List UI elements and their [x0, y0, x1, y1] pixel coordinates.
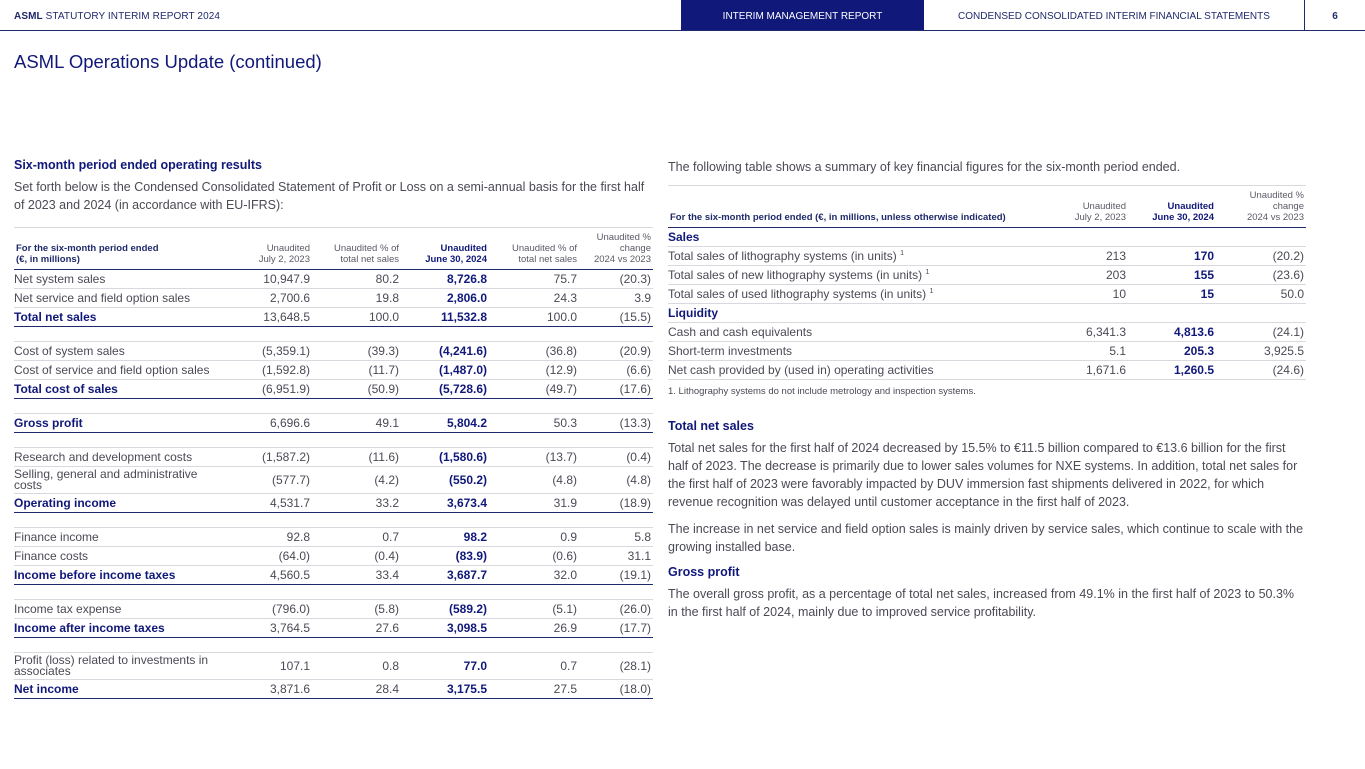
pct-2023: 28.4	[312, 680, 401, 699]
footnote-marker: 1	[929, 288, 934, 295]
change-pct: (19.1)	[579, 566, 653, 585]
report-name: STATUTORY INTERIM REPORT 2024	[45, 11, 221, 22]
row-label: Operating income	[14, 494, 214, 513]
table-row	[14, 289, 653, 308]
value-2023: 5.1	[1038, 342, 1128, 361]
row-label: Income tax expense	[14, 600, 214, 619]
value-2024: 8,726.8	[401, 270, 489, 289]
change-pct: (6.6)	[579, 361, 653, 380]
value-2024: 170	[1128, 247, 1216, 266]
pct-2024: 0.7	[489, 653, 579, 680]
table-row	[14, 380, 653, 399]
table-row	[14, 361, 653, 380]
table-row	[668, 323, 1306, 342]
value-2023: (796.0)	[214, 600, 312, 619]
pct-2023: (11.7)	[312, 361, 401, 380]
table-row	[14, 680, 653, 699]
right-column	[668, 158, 1306, 630]
value-2024: 3,687.7	[401, 566, 489, 585]
gross-profit-paragraph: The overall gross profit, as a percentage of total net sales, increased from 49.1% in the first half of 2023 to 50.3% in the first half of 2024, mainly due to improved service profitability.	[668, 587, 1295, 619]
value-2023: 213	[1038, 247, 1128, 266]
row-label: Income after income taxes	[14, 619, 214, 638]
value-2023: 6,341.3	[1038, 323, 1128, 342]
tab-interim-management-report[interactable]: INTERIM MANAGEMENT REPORT	[681, 0, 924, 30]
change-pct: (17.6)	[579, 380, 653, 399]
change-pct: (17.7)	[579, 619, 653, 638]
pct-2024: (5.1)	[489, 600, 579, 619]
value-2023: (5,359.1)	[214, 342, 312, 361]
table-spacer-row	[14, 399, 653, 414]
value-2024: 77.0	[401, 653, 489, 680]
change-pct: 3,925.5	[1216, 342, 1306, 361]
pct-2023: 0.7	[312, 528, 401, 547]
pct-2023: 33.2	[312, 494, 401, 513]
change-pct: (15.5)	[579, 308, 653, 327]
row-label: Gross profit	[14, 414, 214, 433]
row-label: Net cash provided by (used in) operating activities	[668, 361, 1038, 380]
change-pct: (20.3)	[579, 270, 653, 289]
table-row	[14, 600, 653, 619]
operating-results-intro: Set forth below is the Condensed Consolidated Statement of Profit or Loss on a semi-annual basis for the first half of 2023 and 2024 (in accordance with EU-IFRS):	[14, 180, 645, 212]
value-2023: (1,592.8)	[214, 361, 312, 380]
table-footnote: 1. Lithography systems do not include metrology and inspection systems.	[668, 386, 976, 397]
pct-2024: 27.5	[489, 680, 579, 699]
table-row	[668, 285, 1306, 304]
column-header-2024-pct: Unaudited % of total net sales	[512, 243, 577, 265]
change-pct: (26.0)	[579, 600, 653, 619]
column-header-2024: Unaudited June 30, 2024	[425, 243, 487, 265]
table-spacer-row	[14, 638, 653, 653]
row-label: Net system sales	[14, 270, 214, 289]
table-row	[14, 566, 653, 585]
change-pct: (0.4)	[579, 448, 653, 467]
row-label: Total sales of lithography systems (in units) $^1$	[668, 247, 1038, 266]
value-2023: (6,951.9)	[214, 380, 312, 399]
change-pct: (4.8)	[579, 467, 653, 494]
table-row	[668, 266, 1306, 285]
value-2024: (1,487.0)	[401, 361, 489, 380]
table-row	[14, 308, 653, 327]
value-2023: 107.1	[214, 653, 312, 680]
page-title: ASML Operations Update (continued)	[14, 51, 322, 72]
total-net-sales-paragraph-1: Total net sales for the first half of 2024 decreased by 15.5% to €11.5 billion compared to €13.6 billion for the first half of 2023. The decrease is primarily due to lower sales volumes for NXE systems. In addition, total net sales for the first half of 2023 were favorably impacted by DUV immersion fast shipments delivered in 2022, for which revenue recognition was delayed until customer acceptance in the first half of 2023.	[668, 441, 1298, 509]
value-2023: 3,764.5	[214, 619, 312, 638]
change-pct: (18.0)	[579, 680, 653, 699]
value-2023: 10,947.9	[214, 270, 312, 289]
pct-2023: 100.0	[312, 308, 401, 327]
row-label: Cost of service and field option sales	[14, 361, 214, 380]
total-net-sales-heading: Total net sales	[668, 419, 754, 433]
row-label: Selling, general and administrative costs	[14, 467, 214, 494]
table-row	[14, 448, 653, 467]
pct-2023: (39.3)	[312, 342, 401, 361]
change-pct: (28.1)	[579, 653, 653, 680]
operating-results-heading: Six-month period ended operating results	[14, 158, 262, 172]
value-2023: 1,671.6	[1038, 361, 1128, 380]
value-2023: (64.0)	[214, 547, 312, 566]
pct-2024: (0.6)	[489, 547, 579, 566]
change-pct: 31.1	[579, 547, 653, 566]
value-2024: (4,241.6)	[401, 342, 489, 361]
change-pct: (20.9)	[579, 342, 653, 361]
section-label: Liquidity	[668, 304, 1306, 323]
value-2024: 3,098.5	[401, 619, 489, 638]
page-header	[0, 0, 1365, 31]
table-row	[14, 270, 653, 289]
pct-2024: (13.7)	[489, 448, 579, 467]
column-header-period: For the six-month period ended (€, in millions)	[16, 243, 159, 265]
value-2023: (1,587.2)	[214, 448, 312, 467]
column-header-2024: Unaudited June 30, 2024	[1152, 201, 1214, 223]
value-2023: 4,531.7	[214, 494, 312, 513]
left-column	[14, 158, 653, 699]
table-header-row	[668, 186, 1306, 228]
value-2023: 3,871.6	[214, 680, 312, 699]
pct-2023: 0.8	[312, 653, 401, 680]
table-row	[14, 619, 653, 638]
row-label: Total cost of sales	[14, 380, 214, 399]
column-header-2023-pct: Unaudited % of total net sales	[334, 243, 399, 265]
table-row	[14, 342, 653, 361]
table-row	[668, 247, 1306, 266]
key-figures-intro: The following table shows a summary of key financial figures for the six-month period ended.	[668, 160, 1181, 174]
value-2024: 4,813.6	[1128, 323, 1216, 342]
gross-profit-heading: Gross profit	[668, 565, 740, 579]
value-2024: (1,580.6)	[401, 448, 489, 467]
pct-2024: (12.9)	[489, 361, 579, 380]
row-label: Net service and field option sales	[14, 289, 214, 308]
column-header-2023: Unaudited July 2, 2023	[258, 243, 310, 265]
row-label: Net income	[14, 680, 214, 699]
column-header-change: Unaudited % change 2024 vs 2023	[593, 232, 651, 265]
page-number: 6	[1304, 0, 1365, 30]
change-pct: (24.1)	[1216, 323, 1306, 342]
pct-2024: (36.8)	[489, 342, 579, 361]
pct-2024: 24.3	[489, 289, 579, 308]
table-spacer-row	[14, 585, 653, 600]
value-2024: (83.9)	[401, 547, 489, 566]
pct-2023: (4.2)	[312, 467, 401, 494]
section-sales	[668, 228, 1306, 247]
value-2023: 203	[1038, 266, 1128, 285]
value-2024: 11,532.8	[401, 308, 489, 327]
row-label: Total net sales	[14, 308, 214, 327]
value-2024: 155	[1128, 266, 1216, 285]
pct-2024: 50.3	[489, 414, 579, 433]
row-label: Finance costs	[14, 547, 214, 566]
value-2023: (577.7)	[214, 467, 312, 494]
column-header-period: For the six-month period ended (€, in millions, unless otherwise indicated)	[670, 212, 1006, 223]
value-2024: 98.2	[401, 528, 489, 547]
column-header-change: Unaudited % change 2024 vs 2023	[1246, 190, 1304, 223]
value-2023: 10	[1038, 285, 1128, 304]
value-2024: 3,673.4	[401, 494, 489, 513]
value-2024: 15	[1128, 285, 1216, 304]
total-net-sales-paragraph-2: The increase in net service and field option sales is mainly driven by service sales, which continue to scale with the growing installed base.	[668, 522, 1304, 554]
value-2024: 5,804.2	[401, 414, 489, 433]
row-label: Short-term investments	[668, 342, 1038, 361]
brand-name: ASML	[14, 11, 43, 22]
pct-2024: (49.7)	[489, 380, 579, 399]
pct-2024: 75.7	[489, 270, 579, 289]
table-row	[668, 361, 1306, 380]
row-label: Total sales of used lithography systems (in units) $^1$	[668, 285, 1038, 304]
table-spacer-row	[14, 433, 653, 448]
pct-2023: 33.4	[312, 566, 401, 585]
table-row	[14, 653, 653, 680]
change-pct: 5.8	[579, 528, 653, 547]
row-label: Total sales of new lithography systems (in units) $^1$	[668, 266, 1038, 285]
table-row	[14, 528, 653, 547]
change-pct: (24.6)	[1216, 361, 1306, 380]
footnote-marker: 1	[900, 250, 905, 257]
change-pct: (20.2)	[1216, 247, 1306, 266]
pct-2023: 80.2	[312, 270, 401, 289]
value-2023: 92.8	[214, 528, 312, 547]
pct-2023: 49.1	[312, 414, 401, 433]
table-spacer-row	[14, 513, 653, 528]
table-header-row	[14, 228, 653, 270]
value-2023: 13,648.5	[214, 308, 312, 327]
pct-2023: 19.8	[312, 289, 401, 308]
profit-loss-table	[14, 227, 653, 699]
pct-2024: 31.9	[489, 494, 579, 513]
row-label: Cost of system sales	[14, 342, 214, 361]
value-2023: 2,700.6	[214, 289, 312, 308]
value-2024: (5,728.6)	[401, 380, 489, 399]
table-row	[14, 494, 653, 513]
table-row	[14, 414, 653, 433]
table-row	[14, 467, 653, 494]
pct-2024: 100.0	[489, 308, 579, 327]
value-2024: (550.2)	[401, 467, 489, 494]
pct-2024: 32.0	[489, 566, 579, 585]
report-title	[14, 11, 220, 22]
section-liquidity	[668, 304, 1306, 323]
change-pct: 50.0	[1216, 285, 1306, 304]
pct-2024: 0.9	[489, 528, 579, 547]
pct-2023: (5.8)	[312, 600, 401, 619]
value-2023: 6,696.6	[214, 414, 312, 433]
pct-2024: 26.9	[489, 619, 579, 638]
change-pct: 3.9	[579, 289, 653, 308]
value-2024: 3,175.5	[401, 680, 489, 699]
row-label: Income before income taxes	[14, 566, 214, 585]
value-2024: 205.3	[1128, 342, 1216, 361]
change-pct: (18.9)	[579, 494, 653, 513]
table-row	[14, 547, 653, 566]
pct-2023: (0.4)	[312, 547, 401, 566]
pct-2023: 27.6	[312, 619, 401, 638]
key-figures-table	[668, 185, 1306, 380]
change-pct: (13.3)	[579, 414, 653, 433]
row-label: Finance income	[14, 528, 214, 547]
pct-2024: (4.8)	[489, 467, 579, 494]
value-2024: 1,260.5	[1128, 361, 1216, 380]
pct-2023: (11.6)	[312, 448, 401, 467]
column-header-2023: Unaudited July 2, 2023	[1074, 201, 1126, 223]
pct-2023: (50.9)	[312, 380, 401, 399]
tab-condensed-financial-statements[interactable]: CONDENSED CONSOLIDATED INTERIM FINANCIAL STATEMENTS	[958, 11, 1270, 22]
value-2024: (589.2)	[401, 600, 489, 619]
row-label: Cash and cash equivalents	[668, 323, 1038, 342]
value-2024: 2,806.0	[401, 289, 489, 308]
table-spacer-row	[14, 327, 653, 342]
value-2023: 4,560.5	[214, 566, 312, 585]
row-label: Research and development costs	[14, 448, 214, 467]
change-pct: (23.6)	[1216, 266, 1306, 285]
row-label: Profit (loss) related to investments in associates	[14, 653, 214, 680]
table-row	[668, 342, 1306, 361]
section-label: Sales	[668, 228, 1306, 247]
footnote-marker: 1	[925, 269, 930, 276]
